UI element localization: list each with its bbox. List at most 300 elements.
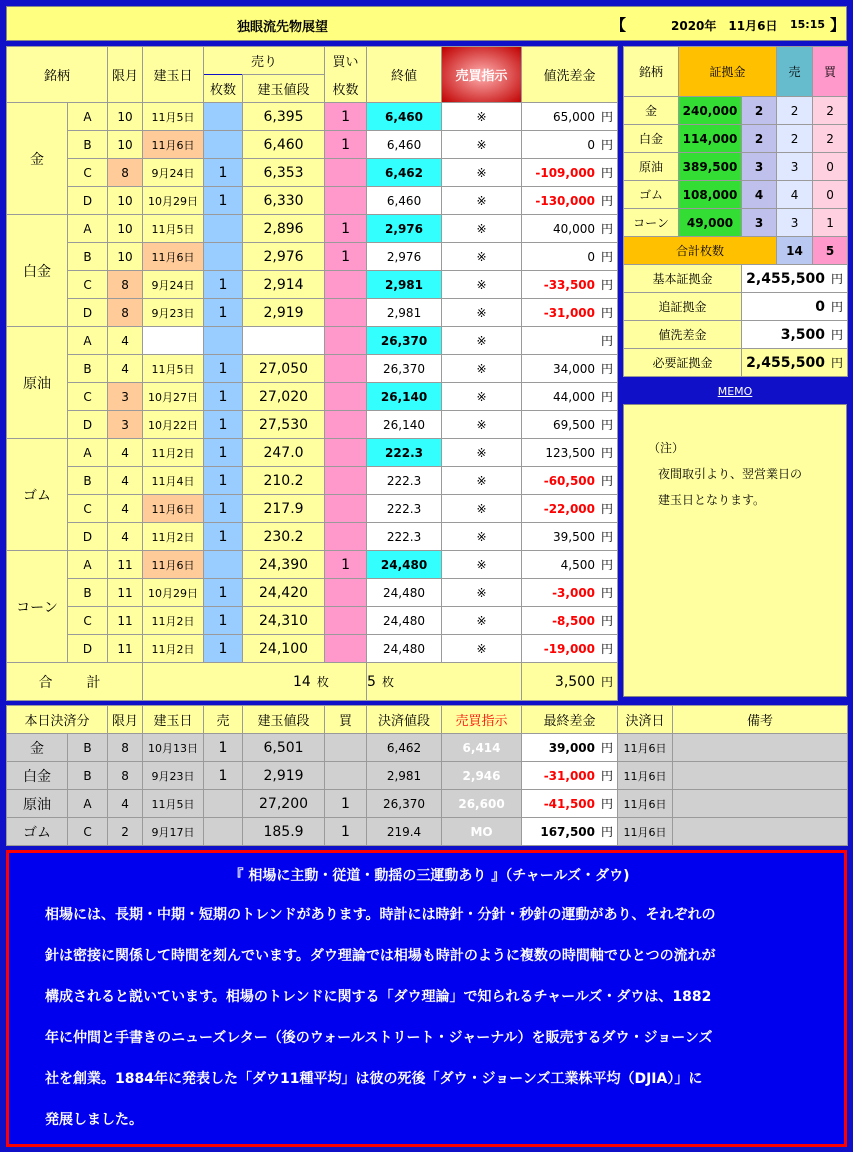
buy-count-cell bbox=[325, 355, 367, 383]
diff-cell bbox=[522, 187, 618, 215]
yen-unit: 円 bbox=[601, 825, 614, 839]
month-cell: 11 bbox=[108, 635, 143, 663]
margin-buy: 1 bbox=[813, 209, 848, 237]
col-header-buy: 買い bbox=[325, 47, 367, 75]
open-date-cell bbox=[143, 327, 204, 355]
open-price-cell: 2,914 bbox=[243, 271, 325, 299]
close-price-cell: 2,981 bbox=[367, 271, 442, 299]
signal-cell: ※ bbox=[442, 607, 522, 635]
close-price-cell: 6,460 bbox=[367, 131, 442, 159]
group-name: ゴム bbox=[7, 439, 68, 551]
open-price-cell: 24,100 bbox=[243, 635, 325, 663]
title-bar bbox=[6, 6, 847, 41]
open-date-cell: 11月2日 bbox=[143, 439, 204, 467]
open-date-cell: 11月2日 bbox=[143, 607, 204, 635]
settle-header-settle-date: 決済日 bbox=[618, 706, 673, 734]
buy-count-cell bbox=[325, 439, 367, 467]
open-date-cell: 11月6日 bbox=[143, 551, 204, 579]
sell-count-cell: 1 bbox=[204, 607, 243, 635]
settle-note bbox=[673, 790, 848, 818]
margin-row bbox=[624, 153, 848, 181]
diff-cell bbox=[522, 131, 618, 159]
margin-sell: 3 bbox=[777, 209, 813, 237]
group-name: 原油 bbox=[7, 327, 68, 439]
close-price-cell: 24,480 bbox=[367, 551, 442, 579]
settle-date: 9月17日 bbox=[143, 818, 204, 846]
margin-header-brand: 銘柄 bbox=[624, 47, 679, 97]
month-cell: 4 bbox=[108, 467, 143, 495]
margin-total-label: 合計枚数 bbox=[624, 237, 777, 265]
basic-margin-value bbox=[742, 265, 848, 293]
settle-final bbox=[522, 790, 618, 818]
month-cell: 11 bbox=[108, 551, 143, 579]
memo-line-1: 夜間取引より、翌営業日の bbox=[658, 467, 803, 481]
close-price-cell: 26,370 bbox=[367, 355, 442, 383]
open-price-cell: 247.0 bbox=[243, 439, 325, 467]
sub-label: B bbox=[68, 243, 108, 271]
margin-multiplier: 4 bbox=[742, 181, 777, 209]
sub-label: A bbox=[68, 215, 108, 243]
group-name: コーン bbox=[7, 551, 68, 663]
diff-cell bbox=[522, 579, 618, 607]
buy-count-cell bbox=[325, 635, 367, 663]
diff-cell bbox=[522, 635, 618, 663]
settle-header-signal: 売買指示 bbox=[442, 706, 522, 734]
total-buy-unit: 枚 bbox=[381, 675, 394, 689]
positions-table bbox=[6, 46, 618, 701]
diff-cell bbox=[522, 243, 618, 271]
open-date-cell: 10月27日 bbox=[143, 383, 204, 411]
settle-row bbox=[7, 790, 848, 818]
sub-label: B bbox=[68, 131, 108, 159]
settle-signal: 26,600 bbox=[442, 790, 522, 818]
article-line: 相場には、長期・中期・短期のトレンドがあります。時計には時針・分針・秒針の運動があり、それぞれの bbox=[45, 907, 716, 923]
margin-diff-amount: 3,500 bbox=[780, 327, 825, 343]
settle-settle-date: 11月6日 bbox=[618, 818, 673, 846]
signal-cell: ※ bbox=[442, 131, 522, 159]
col-header-buy-count: 枚数 bbox=[325, 75, 367, 103]
settle-sub: B bbox=[68, 734, 108, 762]
diff-value: -3,000 bbox=[552, 586, 596, 600]
buy-count-cell: 1 bbox=[325, 131, 367, 159]
memo-box bbox=[623, 404, 847, 697]
settlement-table bbox=[6, 705, 848, 846]
total-buy-count: 5 bbox=[367, 674, 376, 690]
close-price-cell: 2,981 bbox=[367, 299, 442, 327]
open-date-cell: 11月5日 bbox=[143, 355, 204, 383]
open-date-cell: 11月6日 bbox=[143, 131, 204, 159]
required-margin-label: 必要証拠金 bbox=[624, 349, 742, 377]
position-row bbox=[7, 467, 618, 495]
settle-settle-date: 11月6日 bbox=[618, 790, 673, 818]
margin-multiplier: 2 bbox=[742, 125, 777, 153]
position-row bbox=[7, 131, 618, 159]
yen-unit: 円 bbox=[601, 390, 614, 404]
yen-unit: 円 bbox=[601, 586, 614, 600]
settle-sell bbox=[204, 818, 243, 846]
yen-unit: 円 bbox=[601, 797, 614, 811]
position-row bbox=[7, 635, 618, 663]
buy-count-cell: 1 bbox=[325, 103, 367, 131]
position-row bbox=[7, 103, 618, 131]
margin-table bbox=[623, 46, 848, 377]
position-row bbox=[7, 495, 618, 523]
yen-unit: 円 bbox=[601, 278, 614, 292]
diff-value: 123,500 bbox=[545, 446, 596, 460]
buy-count-cell bbox=[325, 523, 367, 551]
col-header-diff: 値洗差金 bbox=[522, 47, 618, 103]
month-cell: 3 bbox=[108, 411, 143, 439]
open-price-cell: 6,353 bbox=[243, 159, 325, 187]
margin-brand: コーン bbox=[624, 209, 679, 237]
settle-row bbox=[7, 762, 848, 790]
open-price-cell: 6,460 bbox=[243, 131, 325, 159]
sell-count-cell bbox=[204, 215, 243, 243]
signal-cell: ※ bbox=[442, 103, 522, 131]
margin-header-buy: 買 bbox=[813, 47, 848, 97]
settle-settle-price: 26,370 bbox=[367, 790, 442, 818]
close-price-cell: 2,976 bbox=[367, 243, 442, 271]
close-price-cell: 2,976 bbox=[367, 215, 442, 243]
position-row bbox=[7, 523, 618, 551]
yen-unit: 円 bbox=[601, 194, 614, 208]
settle-buy bbox=[325, 734, 367, 762]
month-cell: 3 bbox=[108, 383, 143, 411]
close-price-cell: 222.3 bbox=[367, 467, 442, 495]
open-price-cell: 24,420 bbox=[243, 579, 325, 607]
margin-total-sell: 14 bbox=[777, 237, 813, 265]
article-box bbox=[6, 850, 847, 1147]
diff-cell bbox=[522, 383, 618, 411]
settle-note bbox=[673, 818, 848, 846]
open-date-cell: 11月6日 bbox=[143, 495, 204, 523]
basic-margin-label: 基本証拠金 bbox=[624, 265, 742, 293]
diff-cell bbox=[522, 327, 618, 355]
open-price-cell: 2,976 bbox=[243, 243, 325, 271]
col-header-brand: 銘柄 bbox=[7, 47, 108, 103]
sub-label: C bbox=[68, 159, 108, 187]
yen-unit: 円 bbox=[601, 222, 614, 236]
total-buy bbox=[367, 663, 522, 701]
memo-title[interactable]: MEMO bbox=[717, 385, 753, 398]
position-row bbox=[7, 439, 618, 467]
total-diff-value: 3,500 bbox=[554, 674, 596, 690]
settle-signal: 6,414 bbox=[442, 734, 522, 762]
open-price-cell: 210.2 bbox=[243, 467, 325, 495]
settle-header-date: 建玉日 bbox=[143, 706, 204, 734]
position-row bbox=[7, 411, 618, 439]
signal-cell: ※ bbox=[442, 187, 522, 215]
sub-label: D bbox=[68, 411, 108, 439]
diff-value: 69,500 bbox=[553, 418, 596, 432]
diff-value: 65,000 bbox=[553, 110, 596, 124]
sell-count-cell: 1 bbox=[204, 635, 243, 663]
col-header-sell-count: 枚数 bbox=[204, 75, 243, 103]
yen-unit: 円 bbox=[601, 334, 614, 348]
sub-label: A bbox=[68, 103, 108, 131]
sub-label: C bbox=[68, 271, 108, 299]
settle-header-brand: 本日決済分 bbox=[7, 706, 108, 734]
settle-date: 11月5日 bbox=[143, 790, 204, 818]
month-cell: 10 bbox=[108, 103, 143, 131]
date-bracket-close: 】 bbox=[830, 16, 846, 34]
sub-label: A bbox=[68, 551, 108, 579]
month-cell: 10 bbox=[108, 187, 143, 215]
close-price-cell: 6,462 bbox=[367, 159, 442, 187]
sub-label: B bbox=[68, 355, 108, 383]
settle-header-note: 備考 bbox=[673, 706, 848, 734]
margin-amount: 114,000 bbox=[679, 125, 742, 153]
total-diff bbox=[522, 663, 618, 701]
settle-brand: ゴム bbox=[7, 818, 68, 846]
position-row bbox=[7, 299, 618, 327]
settle-final-value: 39,000 bbox=[548, 741, 595, 755]
sub-label: C bbox=[68, 607, 108, 635]
margin-row bbox=[624, 181, 848, 209]
extra-margin-unit: 円 bbox=[831, 300, 844, 314]
diff-value: -109,000 bbox=[535, 166, 596, 180]
settle-sub: C bbox=[68, 818, 108, 846]
settle-brand: 原油 bbox=[7, 790, 68, 818]
margin-amount: 389,500 bbox=[679, 153, 742, 181]
margin-amount: 49,000 bbox=[679, 209, 742, 237]
margin-row bbox=[624, 97, 848, 125]
article-body bbox=[45, 895, 814, 1141]
sell-count-cell: 1 bbox=[204, 355, 243, 383]
settle-buy: 1 bbox=[325, 790, 367, 818]
close-price-cell: 24,480 bbox=[367, 635, 442, 663]
settle-final-value: -31,000 bbox=[543, 769, 595, 783]
margin-sell: 2 bbox=[777, 125, 813, 153]
yen-unit: 円 bbox=[601, 614, 614, 628]
open-date-cell: 9月23日 bbox=[143, 299, 204, 327]
position-row bbox=[7, 579, 618, 607]
diff-cell bbox=[522, 551, 618, 579]
buy-count-cell bbox=[325, 187, 367, 215]
settle-header-price: 建玉値段 bbox=[243, 706, 325, 734]
month-cell: 4 bbox=[108, 523, 143, 551]
settle-sub: A bbox=[68, 790, 108, 818]
margin-buy: 0 bbox=[813, 153, 848, 181]
yen-unit: 円 bbox=[601, 446, 614, 460]
required-margin-unit: 円 bbox=[831, 356, 844, 370]
settle-settle-price: 2,981 bbox=[367, 762, 442, 790]
yen-unit: 円 bbox=[601, 418, 614, 432]
margin-row bbox=[624, 125, 848, 153]
yen-unit: 円 bbox=[601, 741, 614, 755]
sell-count-cell bbox=[204, 327, 243, 355]
close-price-cell: 222.3 bbox=[367, 523, 442, 551]
required-margin-value bbox=[742, 349, 848, 377]
margin-sell: 4 bbox=[777, 181, 813, 209]
settle-sell: 1 bbox=[204, 762, 243, 790]
sub-label: B bbox=[68, 579, 108, 607]
settle-price: 6,501 bbox=[243, 734, 325, 762]
settle-price: 185.9 bbox=[243, 818, 325, 846]
col-header-open-date: 建玉日 bbox=[143, 47, 204, 103]
col-header-open-price: 建玉値段 bbox=[243, 75, 325, 103]
diff-cell bbox=[522, 299, 618, 327]
group-name: 白金 bbox=[7, 215, 68, 327]
yen-unit: 円 bbox=[601, 642, 614, 656]
diff-value: 39,500 bbox=[553, 530, 596, 544]
basic-margin-amount: 2,455,500 bbox=[746, 271, 825, 287]
yen-unit: 円 bbox=[601, 769, 614, 783]
open-price-cell: 2,919 bbox=[243, 299, 325, 327]
open-price-cell: 24,310 bbox=[243, 607, 325, 635]
month-cell: 8 bbox=[108, 271, 143, 299]
settle-price: 27,200 bbox=[243, 790, 325, 818]
buy-count-cell bbox=[325, 411, 367, 439]
basic-margin-unit: 円 bbox=[831, 272, 844, 286]
open-date-cell: 11月2日 bbox=[143, 635, 204, 663]
buy-count-cell: 1 bbox=[325, 215, 367, 243]
margin-buy: 2 bbox=[813, 97, 848, 125]
total-sell bbox=[143, 663, 367, 701]
margin-multiplier: 3 bbox=[742, 153, 777, 181]
memo-line-2: 建玉日となります。 bbox=[658, 493, 766, 507]
settle-month: 8 bbox=[108, 734, 143, 762]
sub-label: B bbox=[68, 467, 108, 495]
settle-settle-date: 11月6日 bbox=[618, 734, 673, 762]
margin-row bbox=[624, 209, 848, 237]
diff-value: 4,500 bbox=[560, 558, 596, 572]
open-date-cell: 10月22日 bbox=[143, 411, 204, 439]
col-header-month: 限月 bbox=[108, 47, 143, 103]
position-row bbox=[7, 607, 618, 635]
diff-cell bbox=[522, 159, 618, 187]
yen-unit: 円 bbox=[601, 558, 614, 572]
position-row bbox=[7, 327, 618, 355]
diff-value: 34,000 bbox=[553, 362, 596, 376]
position-row bbox=[7, 159, 618, 187]
month-cell: 4 bbox=[108, 327, 143, 355]
margin-brand: 原油 bbox=[624, 153, 679, 181]
yen-unit: 円 bbox=[601, 474, 614, 488]
margin-brand: 白金 bbox=[624, 125, 679, 153]
sub-label: C bbox=[68, 383, 108, 411]
settle-buy: 1 bbox=[325, 818, 367, 846]
settle-month: 4 bbox=[108, 790, 143, 818]
sub-label: C bbox=[68, 495, 108, 523]
buy-count-cell bbox=[325, 299, 367, 327]
open-date-cell: 11月4日 bbox=[143, 467, 204, 495]
open-date-cell: 11月5日 bbox=[143, 103, 204, 131]
position-row bbox=[7, 355, 618, 383]
yen-unit: 円 bbox=[601, 138, 614, 152]
sub-label: A bbox=[68, 439, 108, 467]
open-price-cell: 27,020 bbox=[243, 383, 325, 411]
settle-note bbox=[673, 762, 848, 790]
settle-final-value: 167,500 bbox=[540, 825, 595, 839]
settle-header-sell: 売 bbox=[204, 706, 243, 734]
extra-margin-label: 追証拠金 bbox=[624, 293, 742, 321]
total-label: 合 計 bbox=[7, 663, 143, 701]
signal-cell: ※ bbox=[442, 635, 522, 663]
sell-count-cell: 1 bbox=[204, 523, 243, 551]
yen-unit: 円 bbox=[601, 166, 614, 180]
diff-cell bbox=[522, 439, 618, 467]
open-date-cell: 11月5日 bbox=[143, 215, 204, 243]
settle-header-buy: 買 bbox=[325, 706, 367, 734]
sub-label: D bbox=[68, 523, 108, 551]
margin-amount: 240,000 bbox=[679, 97, 742, 125]
month-cell: 8 bbox=[108, 299, 143, 327]
signal-cell: ※ bbox=[442, 411, 522, 439]
open-price-cell: 6,395 bbox=[243, 103, 325, 131]
position-row bbox=[7, 215, 618, 243]
page-title: 独眼流先物展望 bbox=[237, 20, 329, 35]
extra-margin-amount: 0 bbox=[815, 299, 825, 315]
diff-value: 0 bbox=[587, 250, 596, 264]
buy-count-cell bbox=[325, 467, 367, 495]
settle-signal: MO bbox=[442, 818, 522, 846]
diff-cell bbox=[522, 411, 618, 439]
article-line: 針は密接に関係して時間を刻んでいます。ダウ理論では相場も時計のように複数の時間軸でひとつの流れが bbox=[45, 948, 716, 964]
close-price-cell: 222.3 bbox=[367, 439, 442, 467]
report-date: 2020年 11月6日 bbox=[671, 19, 778, 33]
settle-row bbox=[7, 734, 848, 762]
diff-value: -130,000 bbox=[535, 194, 596, 208]
article-line: 年に仲間と手書きのニューズレター（後のウォールストリート・ジャーナル）を販売するダウ・ジョーンズ bbox=[45, 1030, 713, 1046]
signal-cell: ※ bbox=[442, 271, 522, 299]
settle-sell bbox=[204, 790, 243, 818]
open-date-cell: 10月29日 bbox=[143, 579, 204, 607]
sell-count-cell: 1 bbox=[204, 579, 243, 607]
close-price-cell: 24,480 bbox=[367, 579, 442, 607]
month-cell: 4 bbox=[108, 439, 143, 467]
settle-month: 8 bbox=[108, 762, 143, 790]
settle-buy bbox=[325, 762, 367, 790]
sell-count-cell: 1 bbox=[204, 495, 243, 523]
sell-count-cell bbox=[204, 131, 243, 159]
yen-unit: 円 bbox=[601, 250, 614, 264]
margin-buy: 2 bbox=[813, 125, 848, 153]
sell-count-cell: 1 bbox=[204, 159, 243, 187]
settle-date: 10月13日 bbox=[143, 734, 204, 762]
settle-settle-price: 219.4 bbox=[367, 818, 442, 846]
position-row bbox=[7, 187, 618, 215]
sell-count-cell: 1 bbox=[204, 411, 243, 439]
open-price-cell: 6,330 bbox=[243, 187, 325, 215]
margin-diff-unit: 円 bbox=[831, 328, 844, 342]
open-date-cell: 11月2日 bbox=[143, 523, 204, 551]
sub-label: D bbox=[68, 635, 108, 663]
signal-cell: ※ bbox=[442, 299, 522, 327]
buy-count-cell: 1 bbox=[325, 551, 367, 579]
close-price-cell: 24,480 bbox=[367, 607, 442, 635]
article-line: 社を創業。1884年に発表した「ダウ11種平均」は彼の死後「ダウ・ジョーンズ工業株平均（DJIA）」に bbox=[45, 1071, 703, 1087]
close-price-cell: 6,460 bbox=[367, 103, 442, 131]
month-cell: 11 bbox=[108, 607, 143, 635]
signal-cell: ※ bbox=[442, 243, 522, 271]
sell-count-cell: 1 bbox=[204, 439, 243, 467]
diff-value: -8,500 bbox=[552, 614, 596, 628]
diff-cell bbox=[522, 215, 618, 243]
month-cell: 4 bbox=[108, 355, 143, 383]
settle-final bbox=[522, 734, 618, 762]
diff-cell bbox=[522, 355, 618, 383]
open-price-cell: 27,530 bbox=[243, 411, 325, 439]
open-price-cell: 24,390 bbox=[243, 551, 325, 579]
signal-cell: ※ bbox=[442, 439, 522, 467]
group-name: 金 bbox=[7, 103, 68, 215]
article-title: 『 相場に主動・従道・動揺の三運動あり 』（チャールズ・ダウ) bbox=[229, 868, 630, 884]
settle-final bbox=[522, 762, 618, 790]
memo-link[interactable] bbox=[623, 384, 847, 402]
signal-cell: ※ bbox=[442, 495, 522, 523]
settle-header-settle-price: 決済値段 bbox=[367, 706, 442, 734]
